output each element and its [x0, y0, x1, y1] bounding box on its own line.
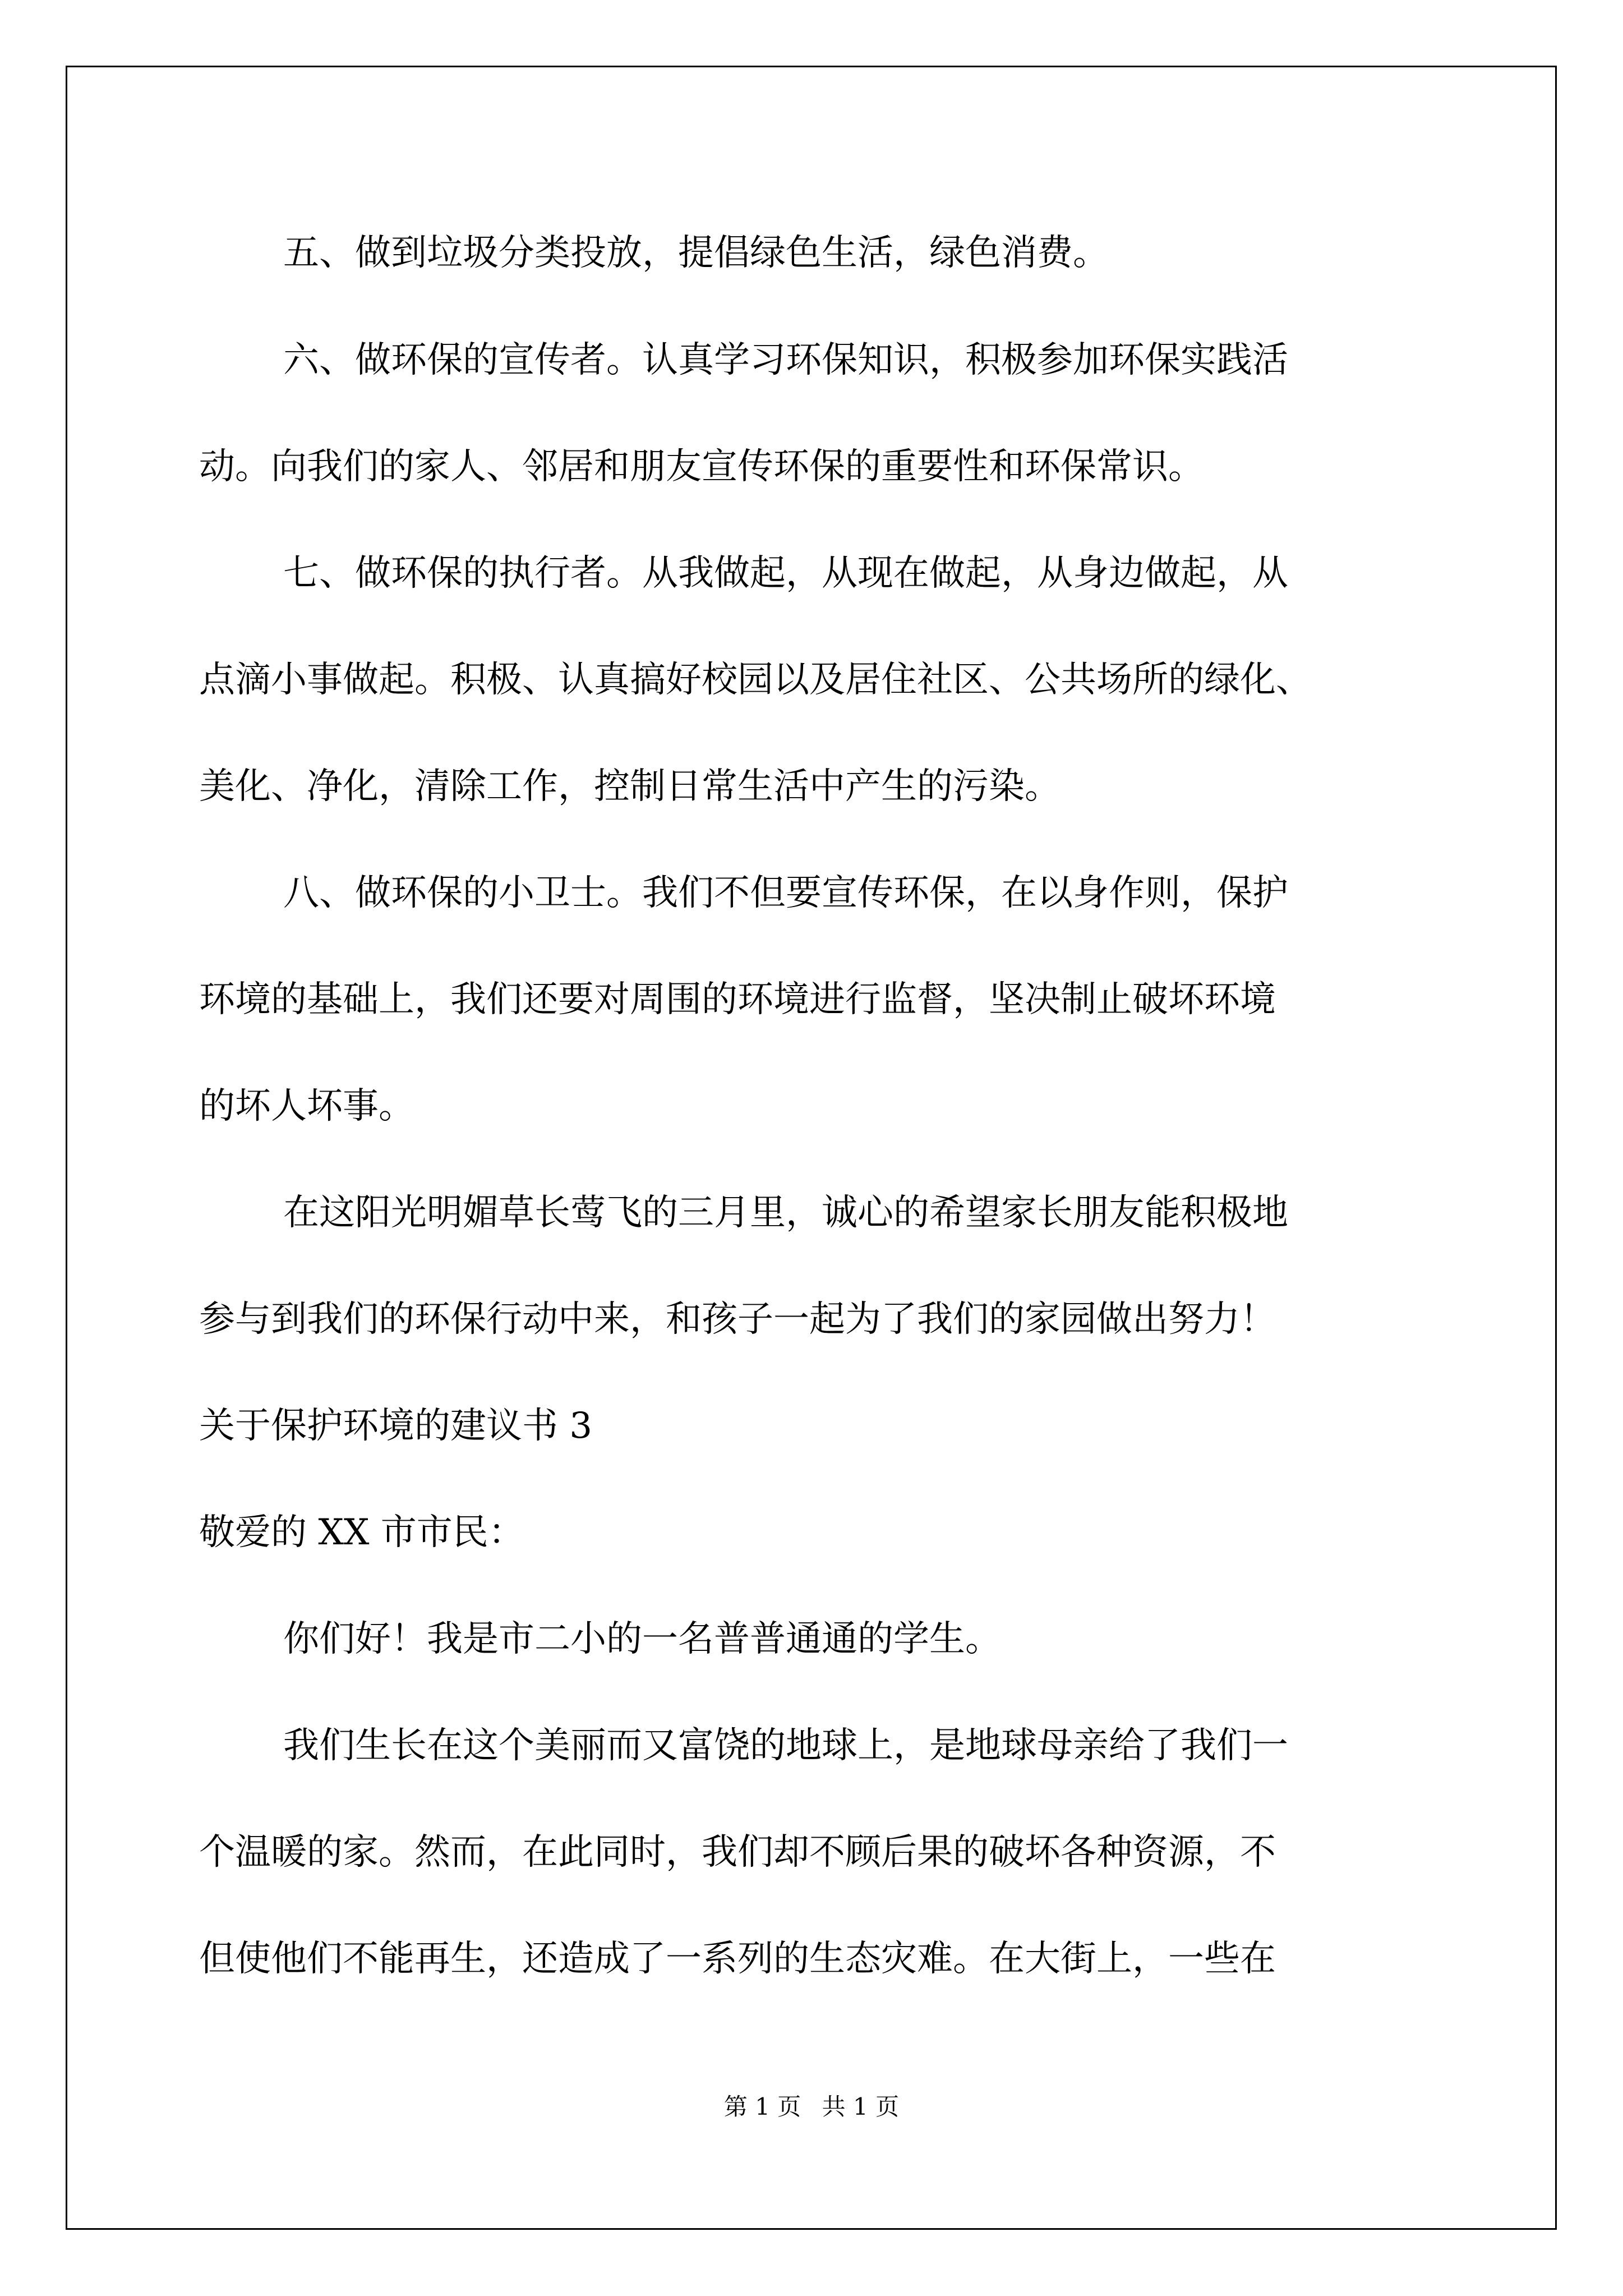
- page-total: 共 1 页: [822, 2093, 900, 2120]
- paragraph-line: 七、做环保的执行者。从我做起，从现在做起，从身边做起，从: [283, 553, 1288, 594]
- paragraph-line: 五、做到垃圾分类投放，提倡绿色生活，绿色消费。: [283, 232, 1109, 274]
- paragraph-line: 我们生长在这个美丽而又富饶的地球上，是地球母亲给了我们一: [283, 1725, 1288, 1766]
- paragraph-line: 美化、净化，清除工作，控制日常生活中产生的污染。: [199, 766, 1061, 807]
- page-border: [66, 66, 1557, 2230]
- paragraph-line: 在这阳光明媚草长莺飞的三月里，诚心的希望家长朋友能积极地: [283, 1192, 1288, 1234]
- salutation: 敬爱的 XX 市市民：: [199, 1512, 524, 1553]
- paragraph-line: 点滴小事做起。积极、认真搞好校园以及居住社区、公共场所的绿化、: [199, 659, 1312, 701]
- paragraph-line: 的坏人坏事。: [199, 1085, 414, 1127]
- page-number: 第 1 页: [723, 2093, 801, 2120]
- paragraph-line: 参与到我们的环保行动中来，和孩子一起为了我们的家园做出努力！: [199, 1299, 1276, 1340]
- section-heading: 关于保护环境的建议书 3: [199, 1405, 593, 1447]
- paragraph-line: 八、做环保的小卫士。我们不但要宣传环保，在以身作则，保护: [283, 872, 1288, 914]
- paragraph-line: 但使他们不能再生，还造成了一系列的生态灾难。在大街上，一些在: [199, 1938, 1276, 1980]
- page-footer: [0, 2095, 1623, 2119]
- paragraph-line: 个温暖的家。然而，在此同时，我们却不顾后果的破坏各种资源，不: [199, 1832, 1276, 1873]
- paragraph-line: 环境的基础上，我们还要对周围的环境进行监督，坚决制止破坏环境: [199, 979, 1276, 1020]
- paragraph-line: 六、做环保的宣传者。认真学习环保知识，积极参加环保实践活: [283, 339, 1288, 381]
- paragraph-line: 动。向我们的家人、邻居和朋友宣传环保的重要性和环保常识。: [199, 446, 1204, 487]
- paragraph-line: 你们好！我是市二小的一名普普通通的学生。: [283, 1618, 1001, 1660]
